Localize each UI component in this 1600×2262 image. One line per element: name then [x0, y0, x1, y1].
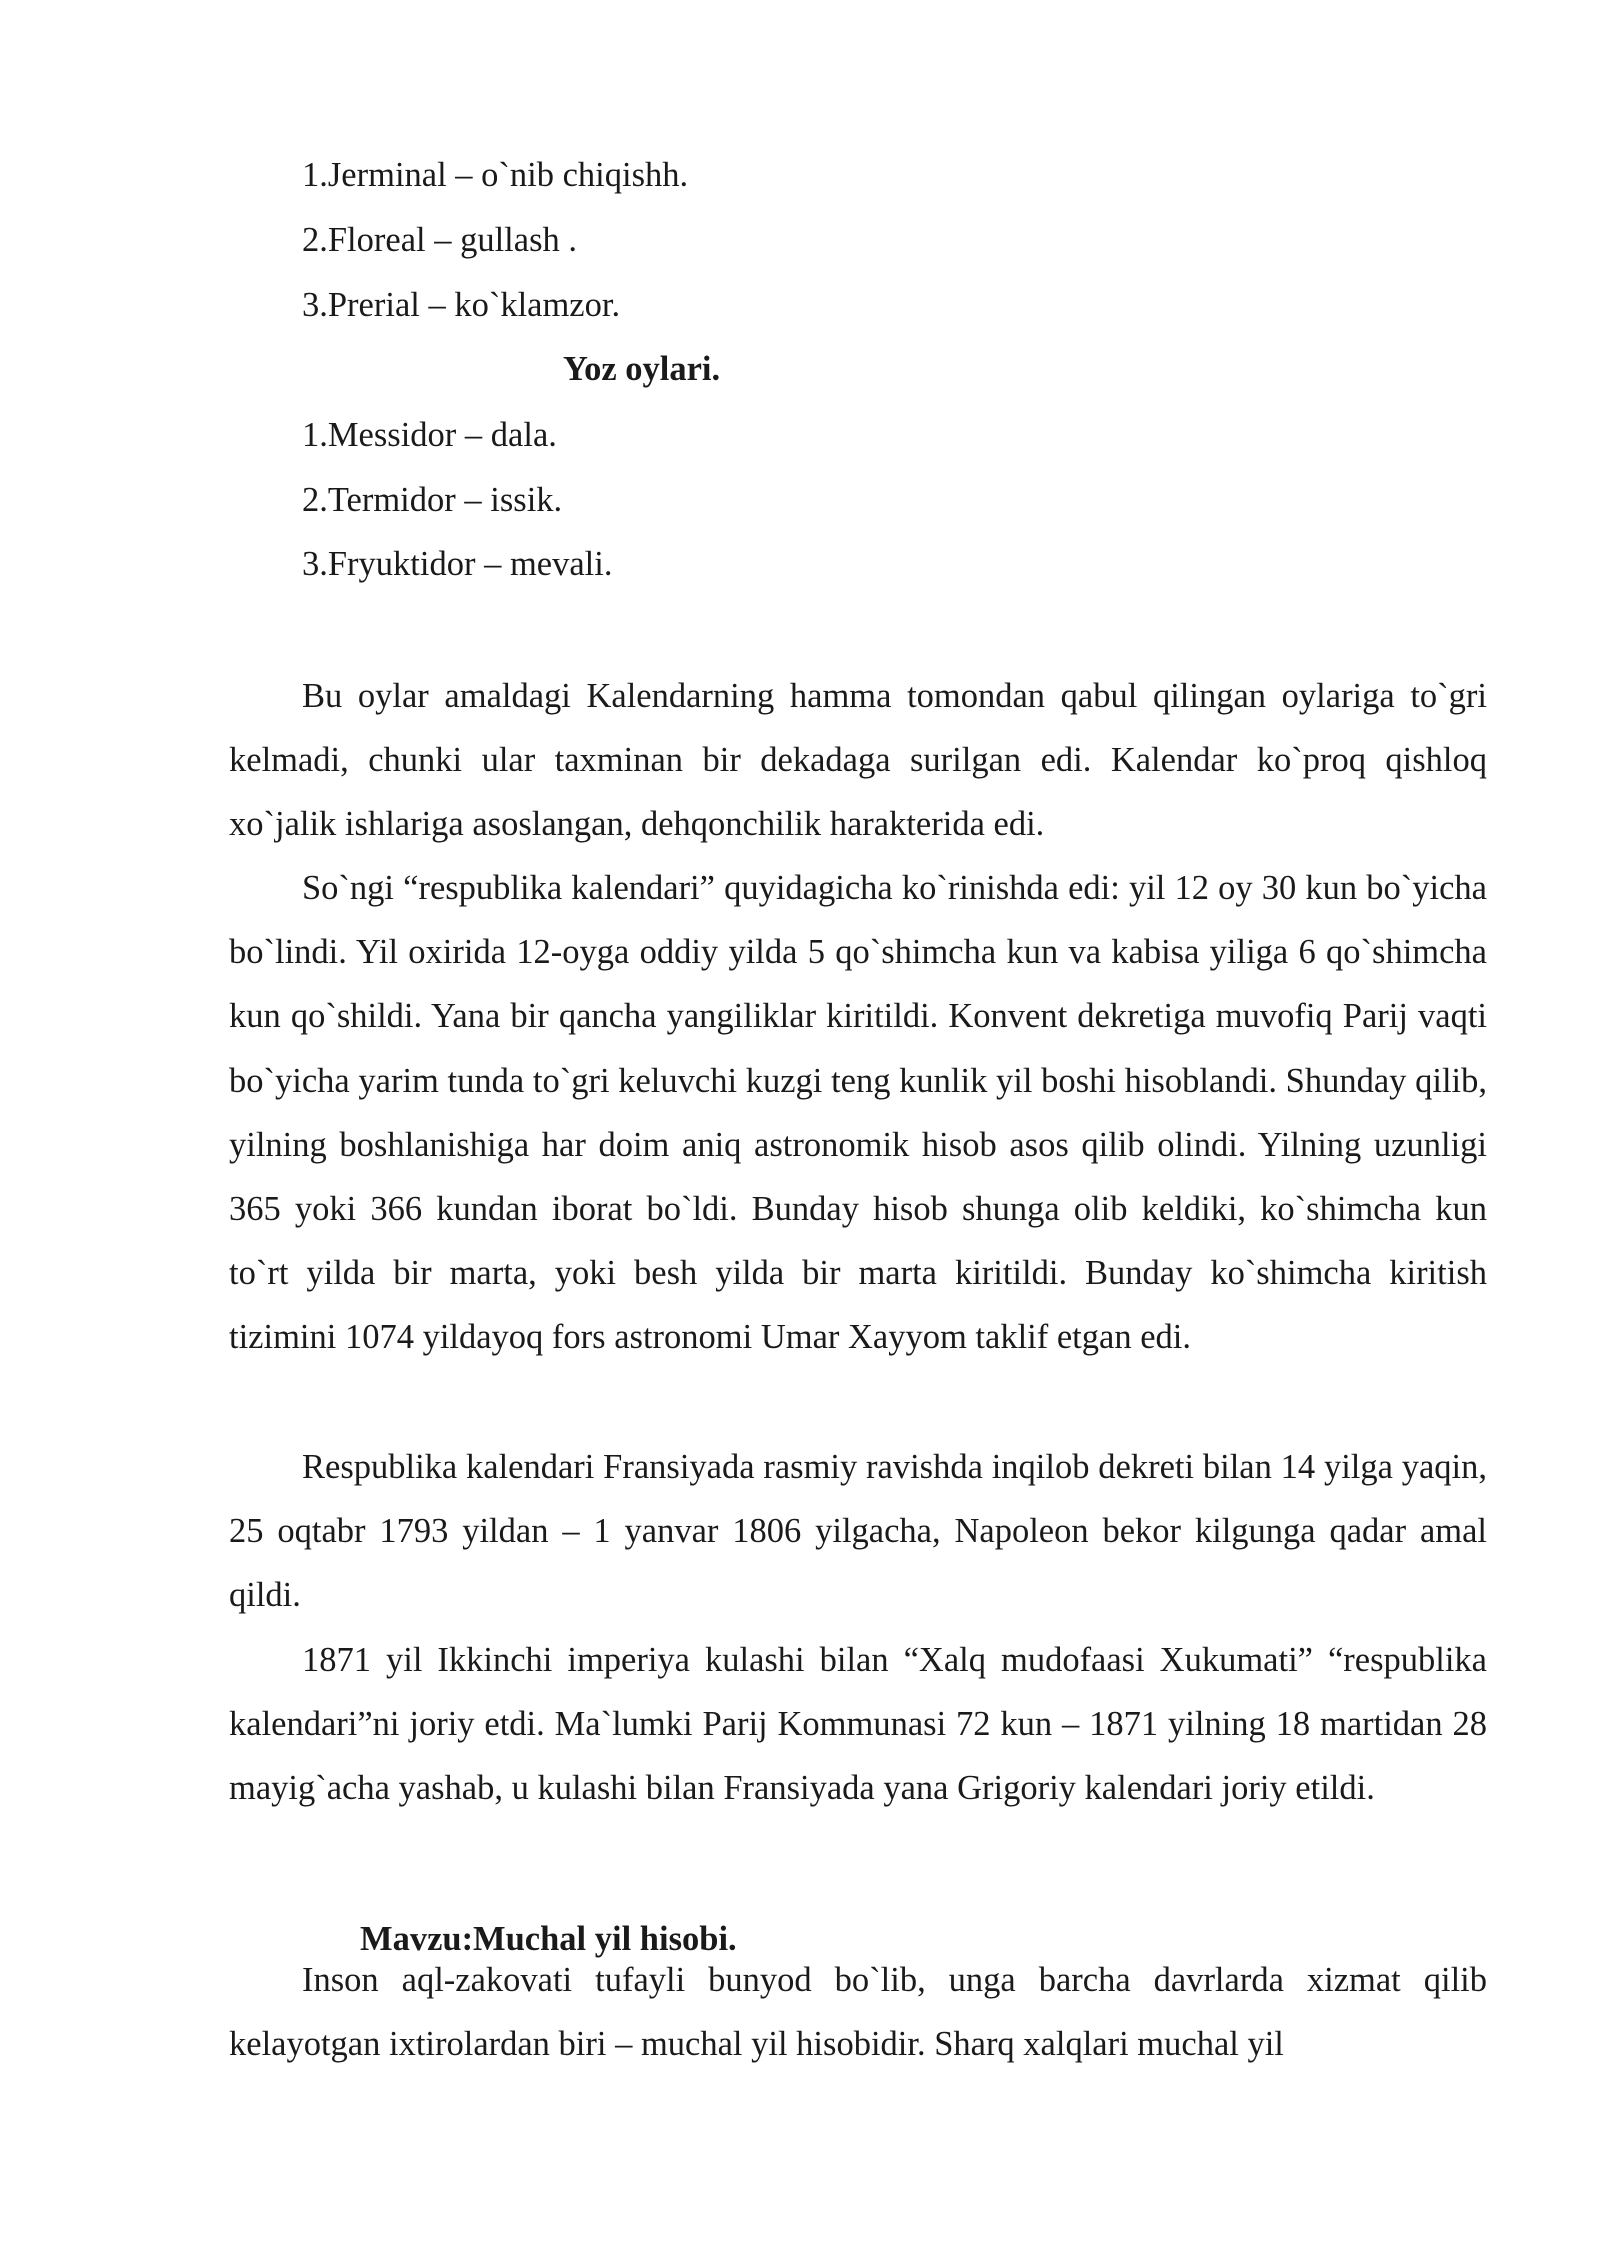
paragraph-1: Bu oylar amaldagi Kalendarning hamma tomondan qabul qilingan oylariga to`gri kelmadi, chunki ular taxminan bir dekadaga surilgan edi. Kalendar ko`proq qishloq xo`jalik ishlariga asoslangan, dehqonchilik harakterida edi.	[229, 677, 1487, 844]
summer-month-1: 1.Messidor – dala.	[302, 416, 557, 454]
summer-heading: Yoz oylari.	[563, 350, 721, 388]
spring-month-3: 3.Prerial – ko`klamzor.	[302, 286, 621, 324]
paragraph-4: 1871 yil Ikkinchi imperiya kulashi bilan “Xalq mudofaasi Xukumati” “respublika kalendari”ni joriy etdi. Ma`lumki Parij Kommunasi 72 kun – 1871 yilning 18 martidan 28 mayig`acha yashab, u kulashi bilan Fransiyada yana Grigoriy kalendari joriy etildi.	[229, 1641, 1487, 1808]
summer-month-2: 2.Termidor – issik.	[302, 481, 563, 519]
spring-month-2: 2.Floreal – gullash .	[302, 221, 578, 259]
summer-month-3: 3.Fryuktidor – mevali.	[302, 545, 613, 583]
spring-month-1: 1.Jerminal – o`nib chiqishh.	[302, 156, 689, 194]
paragraph-3: Respublika kalendari Fransiyada rasmiy ravishda inqilob dekreti bilan 14 yilga yaqin, 25 oqtabr 1793 yildan – 1 yanvar 1806 yilgacha, Napoleon bekor kilgunga qadar amal qildi.	[229, 1448, 1487, 1615]
topic-heading: Mavzu:Muchal yil hisobi.	[360, 1920, 737, 1958]
paragraph-2: So`ngi “respublika kalendari” quyidagicha ko`rinishda edi: yil 12 oy 30 kun bo`yicha bo`lindi. Yil oxirida 12-oyga oddiy yilda 5 qo`shimcha kun va kabisa yiliga 6 qo`shimcha kun qo`shildi. Yana bir qancha yangiliklar kiritildi. Konvent dekretiga muvofiq Parij vaqti bo`yicha yarim tunda to`gri keluvchi kuzgi teng kunlik yil boshi hisoblandi. Shunday qilib, yilning boshlanishiga har doim aniq astronomik hisob asos qilib olindi. Yilning uzunligi 365 yoki 366 kundan iborat bo`ldi. Bunday hisob shunga olib keldiki, ko`shimcha kun to`rt yilda bir marta, yoki besh yilda bir marta kiritildi. Bunday ko`shimcha kiritish tizimini 1074 yildayoq fors astronomi Umar Xayyom taklif etgan edi.	[229, 869, 1487, 1357]
paragraph-5: Inson aql-zakovati tufayli bunyod bo`lib, unga barcha davrlarda xizmat qilib kelayotgan ixtirolardan biri – muchal yil hisobidir. Sharq xalqlari muchal yil	[229, 1961, 1487, 2064]
